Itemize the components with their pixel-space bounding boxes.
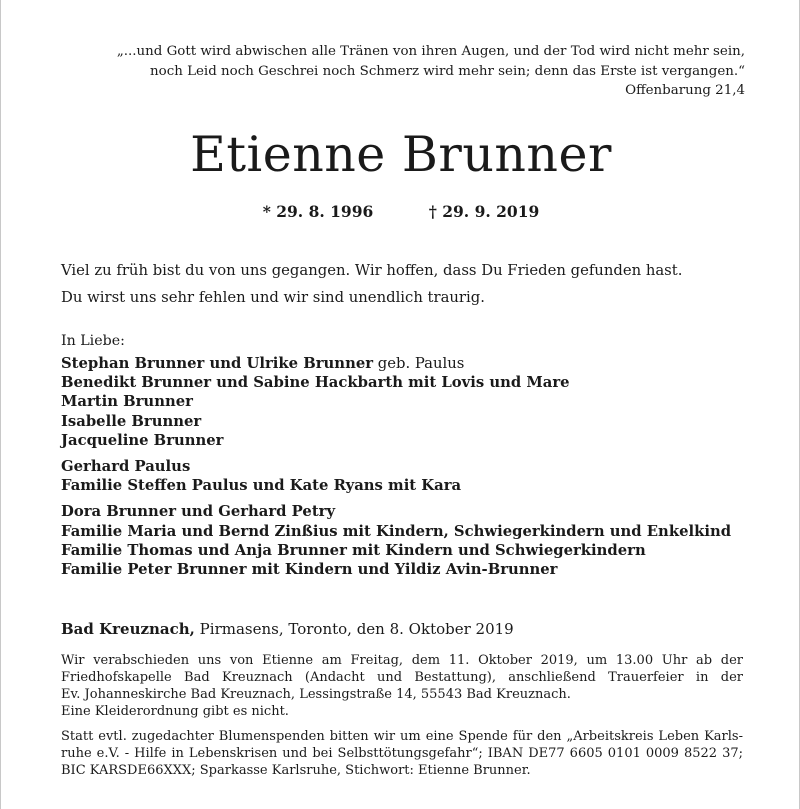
place-rest: Pirmasens, Toronto, den 8. Oktober 2019: [194, 620, 514, 638]
mourner-row: Benedikt Brunner und Sabine Hackbarth mit Lovis und Mare: [61, 374, 570, 392]
donation-line-1: Statt evtl. zugedachter Blumenspenden bitten wir um eine Spende für den „Arbeitskreis Leben Karls-: [61, 729, 743, 744]
mourner-row: Isabelle Brunner: [61, 412, 202, 430]
funeral-details: [61, 652, 743, 720]
quote-line-1: „...und Gott wird abwischen alle Tränen von ihren Augen, und der Tod wird nicht mehr sein,: [116, 44, 745, 59]
funeral-line-2: Friedhofskapelle Bad Kreuznach (Andacht und Bestattung), anschließend Trauerfeier in der: [61, 670, 743, 685]
funeral-notice: [61, 652, 743, 779]
mourner-group-1: [61, 354, 781, 450]
life-dates: [1, 202, 800, 221]
donation-request: [61, 728, 743, 779]
mourner-row: Familie Steffen Paulus und Kate Ryans mit Kara: [61, 477, 462, 495]
mourner-row: Familie Maria und Bernd Zinßius mit Kindern, Schwiegerkindern und Enkelkind: [61, 522, 732, 540]
mourner-name: Stephan Brunner und Ulrike Brunner: [61, 355, 374, 372]
donation-line-2: ruhe e.V. - Hilfe in Lebenskrisen und bei Selbsttötungsgefahr“; IBAN DE77 6605 0101 0009 8522 37;: [61, 746, 743, 761]
funeral-line-1: Wir verabschieden uns von Etienne am Freitag, dem 11. Oktober 2019, um 13.00 Uhr ab der: [61, 653, 743, 668]
place-and-date: [61, 620, 514, 638]
funeral-line-4: Eine Kleiderordnung gibt es nicht.: [61, 704, 289, 719]
deceased-name: Etienne Brunner: [190, 126, 612, 183]
birth-date: * 29. 8. 1996: [262, 202, 374, 221]
funeral-line-3: Ev. Johanneskirche Bad Kreuznach, Lessingstraße 14, 55543 Bad Kreuznach.: [61, 687, 571, 702]
quote-source: Offenbarung 21,4: [625, 83, 745, 98]
mourners-list: [61, 354, 781, 586]
mourner-group-2: [61, 457, 781, 495]
death-date: † 29. 9. 2019: [428, 202, 540, 221]
farewell-line-1: Viel zu früh bist du von uns gegangen. Wir hoffen, dass Du Frieden gefunden hast.: [61, 262, 683, 279]
mourner-row: [61, 354, 781, 373]
farewell-line-2: Du wirst uns sehr fehlen und wir sind unendlich traurig.: [61, 289, 485, 306]
mourner-row: Martin Brunner: [61, 393, 193, 411]
quote-line-2: noch Leid noch Geschrei noch Schmerz wird mehr sein; denn das Erste ist vergangen.“: [150, 63, 745, 79]
place-city: Bad Kreuznach,: [61, 620, 195, 638]
mourner-row: Jacqueline Brunner: [61, 431, 224, 449]
farewell-text: [61, 257, 761, 311]
mourner-group-3: [61, 502, 781, 579]
mourner-row: Familie Peter Brunner mit Kindern und Yildiz Avin-Brunner: [61, 561, 558, 579]
bible-quote: [85, 42, 745, 101]
mourner-row: Dora Brunner und Gerhard Petry: [61, 503, 336, 521]
in-love-label: In Liebe:: [61, 333, 125, 349]
mourner-row: Familie Thomas und Anja Brunner mit Kindern und Schwiegerkindern: [61, 541, 646, 559]
mourner-row: Gerhard Paulus: [61, 458, 191, 476]
donation-line-3: BIC KARSDE66XXX; Sparkasse Karlsruhe, Stichwort: Etienne Brunner.: [61, 763, 531, 778]
maiden-name: geb. Paulus: [373, 355, 465, 372]
